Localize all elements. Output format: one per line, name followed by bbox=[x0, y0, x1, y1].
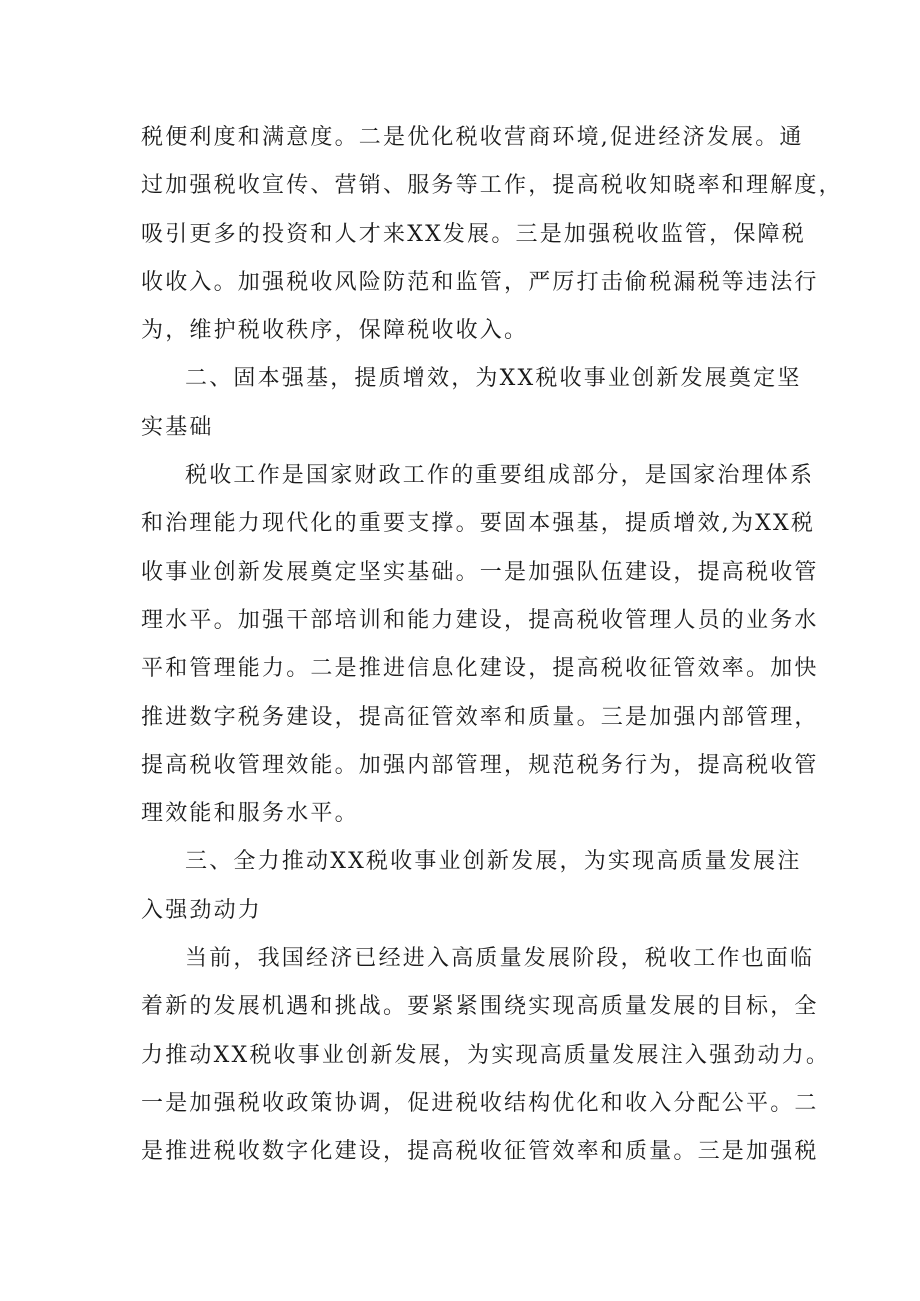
paragraph-line: 推进数字税务建设，提高征管效率和质量。三是加强内部管理， bbox=[141, 704, 819, 730]
paragraph-line: 理效能和服务水平。 bbox=[141, 801, 359, 827]
document-body bbox=[141, 114, 843, 1177]
paragraph-line: 吸引更多的投资和人才来XX发展。三是加强税收监管，保障税 bbox=[141, 221, 806, 247]
paragraph-line: 税收工作是国家财政工作的重要组成部分，是国家治理体系 bbox=[185, 463, 815, 489]
paragraph-line: 力推动XX税收事业创新发展，为实现高质量发展注入强劲动力。 bbox=[141, 1042, 831, 1068]
paragraph-line: 着新的发展机遇和挑战。要紧紧围绕实现高质量发展的目标，全 bbox=[141, 994, 819, 1020]
paragraph-line: 收收入。加强税收风险防范和监管，严厉打击偷税漏税等违法行 bbox=[141, 269, 819, 295]
paragraph-line: 平和管理能力。二是推进信息化建设，提高税收征管效率。加快 bbox=[141, 656, 819, 682]
paragraph-line: 当前，我国经济已经进入高质量发展阶段，税收工作也面临 bbox=[185, 946, 815, 972]
paragraph-line: 是推进税收数字化建设，提高税收征管效率和质量。三是加强税 bbox=[141, 1139, 819, 1165]
section-heading-line: 实基础 bbox=[141, 414, 214, 440]
section-heading-line: 二、固本强基，提质增效，为XX税收事业创新发展奠定坚 bbox=[185, 366, 802, 392]
paragraph-line: 过加强税收宣传、营销、服务等工作，提高税收知晓率和理解度， bbox=[141, 173, 843, 199]
paragraph-line: 理水平。加强干部培训和能力建设，提高税收管理人员的业务水 bbox=[141, 607, 819, 633]
paragraph-line: 收事业创新发展奠定坚实基础。一是加强队伍建设，提高税收管 bbox=[141, 559, 819, 585]
paragraph-line: 为，维护税收秩序，保障税收收入。 bbox=[141, 318, 529, 344]
paragraph-line: 税便利度和满意度。二是优化税收营商环境,促进经济发展。通 bbox=[141, 125, 804, 150]
section-heading-line: 三、全力推动XX税收事业创新发展，为实现高质量发展注 bbox=[185, 849, 802, 875]
section-heading-line: 入强劲动力 bbox=[141, 897, 263, 923]
paragraph-line: 和治理能力现代化的重要支撑。要固本强基，提质增效,为XX税 bbox=[141, 511, 816, 537]
paragraph-line: 提高税收管理效能。加强内部管理，规范税务行为，提高税收管 bbox=[141, 752, 819, 778]
paragraph-line: 一是加强税收政策协调，促进税收结构优化和收入分配公平。二 bbox=[141, 1090, 819, 1116]
